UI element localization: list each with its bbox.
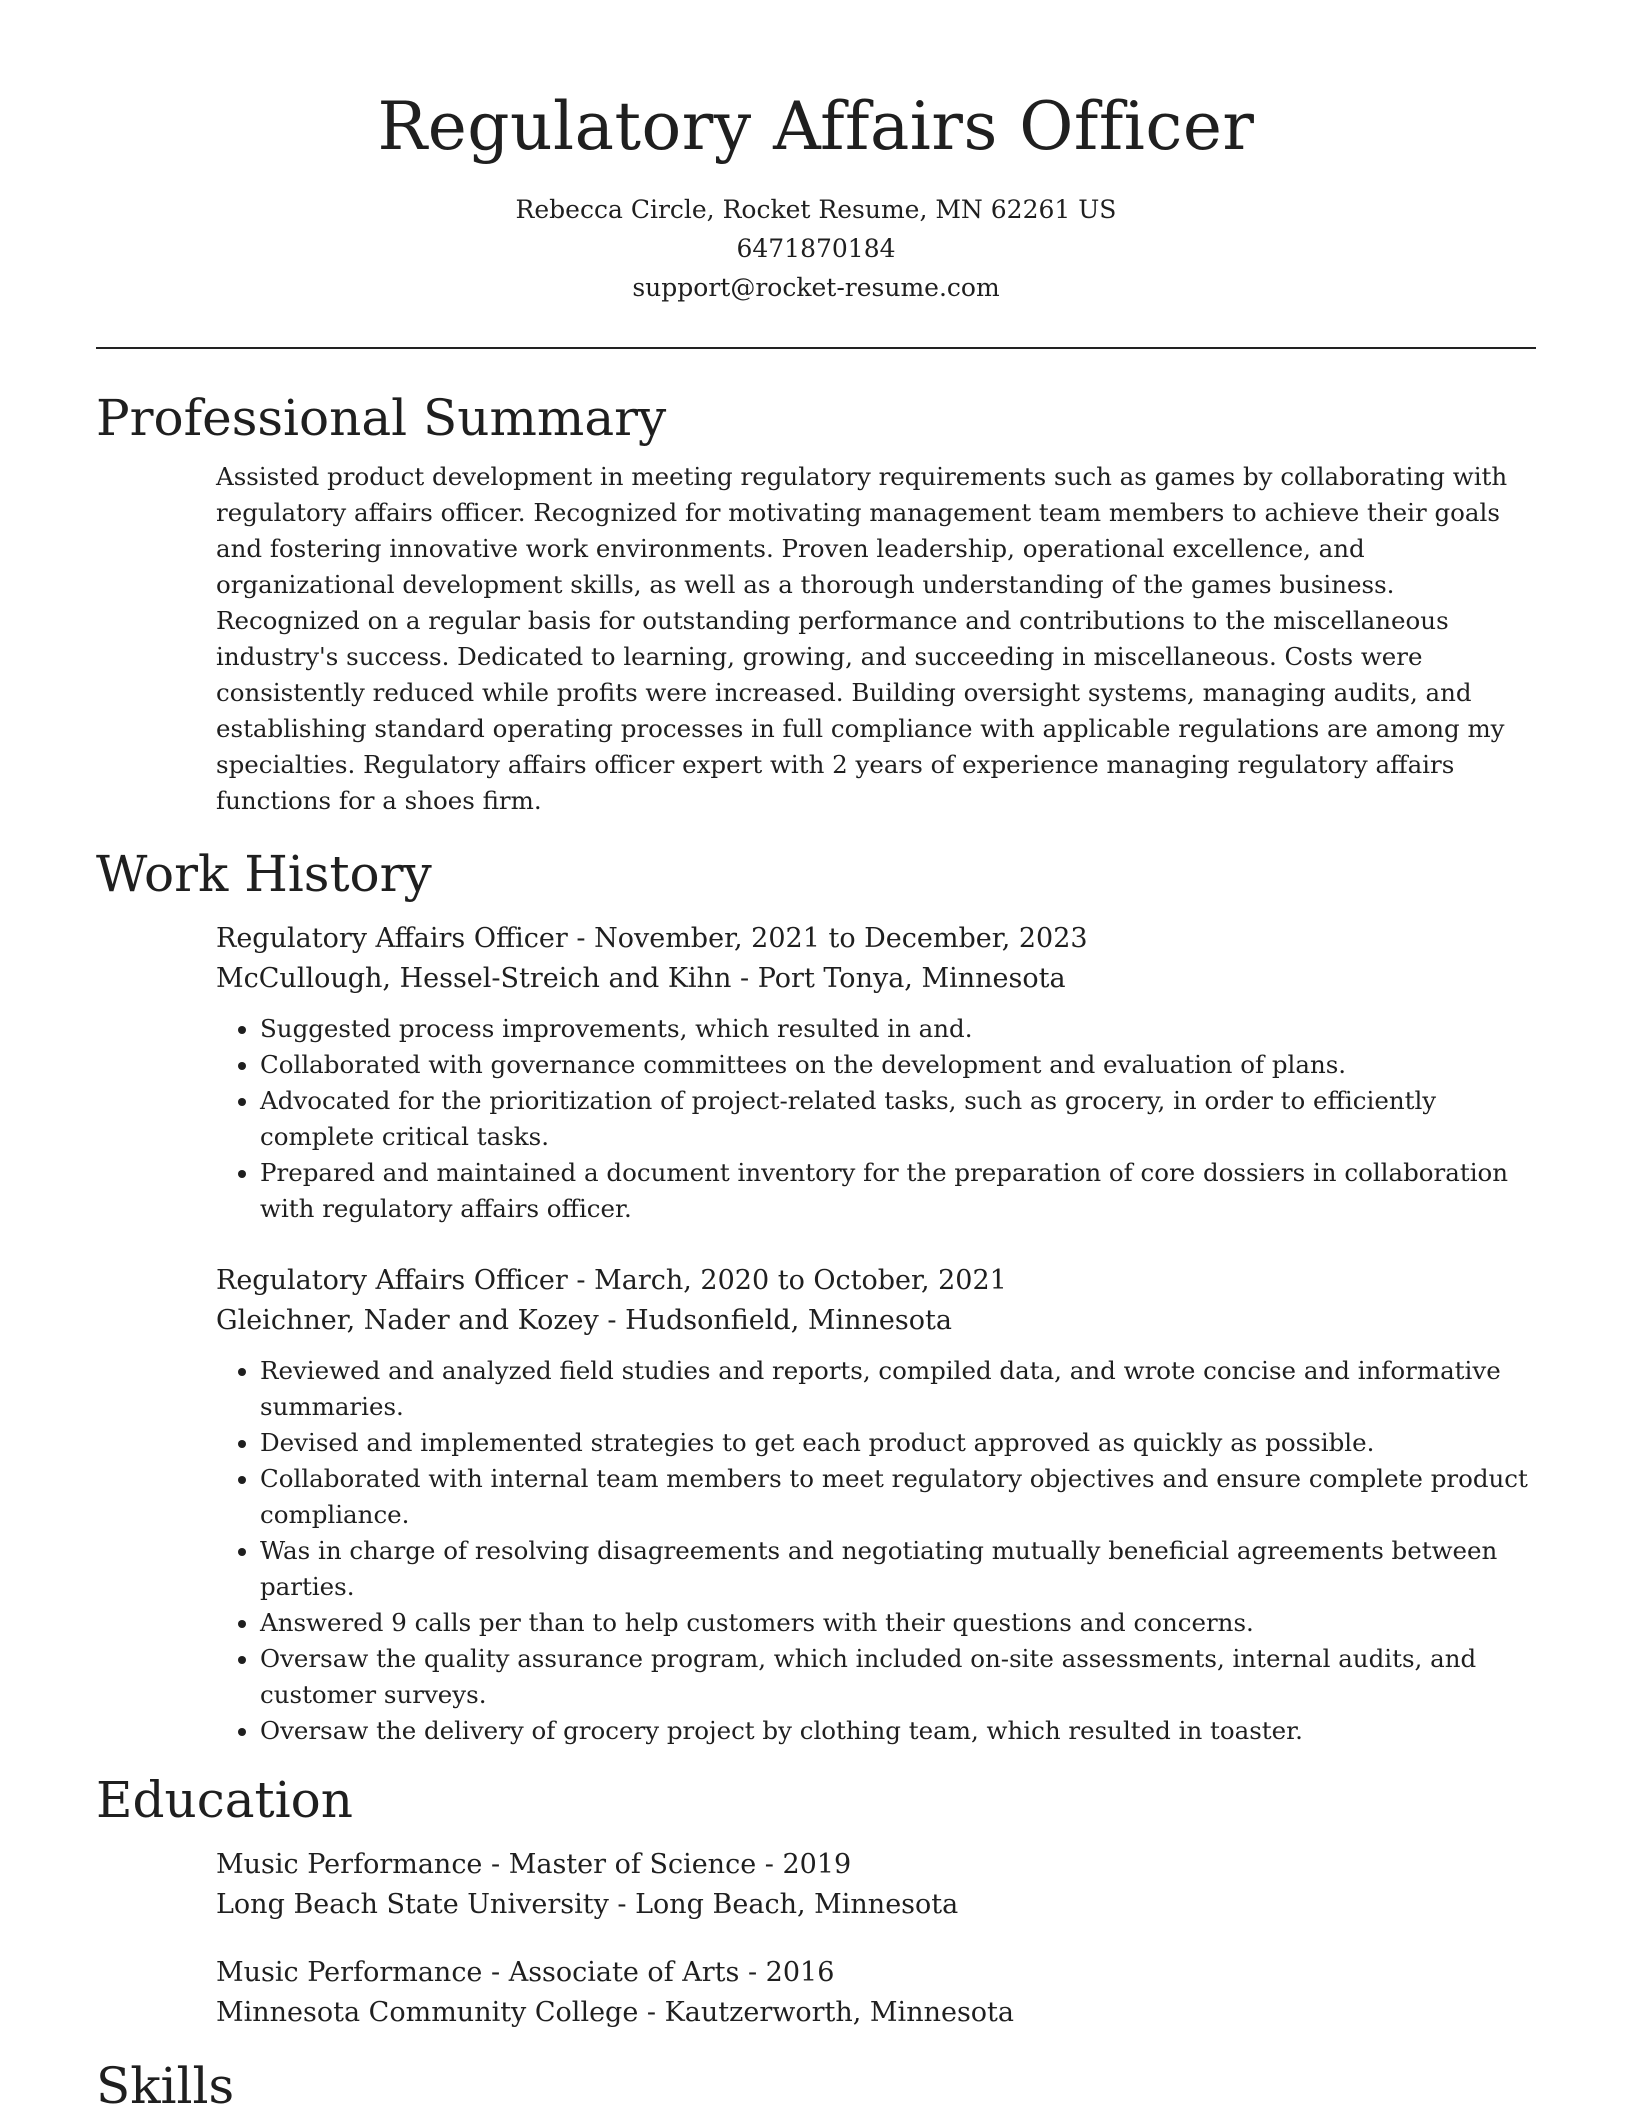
job-entry [216, 919, 1536, 1227]
section-title-education: Education [96, 1771, 353, 1829]
section-title-work-history: Work History [96, 845, 432, 903]
education-entry [216, 1953, 1536, 2033]
resume-page [96, 0, 1536, 2117]
contact-email: support@rocket-resume.com [632, 273, 1000, 302]
job-entry [216, 1261, 1536, 1749]
education-entry [216, 1845, 1536, 1925]
job-title-line: Regulatory Affairs Officer - November, 2021 to December, 2023 [216, 923, 1088, 954]
contact-phone: 6471870184 [736, 234, 896, 263]
job-bullet: • Suggested process improvements, which resulted in and. [260, 1011, 1536, 1047]
education-degree-line: Music Performance - Master of Science - 2019 [216, 1849, 852, 1880]
contact-info [96, 190, 1536, 307]
education-section [96, 1769, 1536, 2033]
job-bullet: • Devised and implemented strategies to get each product approved as quickly as possible. [260, 1425, 1536, 1461]
job-title-line: Regulatory Affairs Officer - March, 2020 to October, 2021 [216, 1265, 1007, 1296]
skills-section [96, 2055, 1536, 2117]
header-divider [96, 347, 1536, 349]
education-school-line: Minnesota Community College - Kautzerworth, Minnesota [216, 1997, 1015, 2028]
job-bullet: • Oversaw the quality assurance program, which included on-site assessments, internal audits, and customer surveys. [260, 1641, 1536, 1713]
summary-text: Assisted product development in meeting regulatory requirements such as games by collaborating with regulatory affairs officer. Recognized for motivating management team members to achieve their goals and fostering innovative work environments. Proven leadership, operational excellence, and organizational development skills, as well as a thorough understanding of the games business. Recognized on a regular basis for outstanding performance and contributions to the miscellaneous industry's success. Dedicated to learning, growing, and succeeding in miscellaneous. Costs were consistently reduced while profits were increased. Building oversight systems, managing audits, and establishing standard operating processes in full compliance with applicable regulations are among my specialties. Regulatory affairs officer expert with 2 years of experience managing regulatory affairs functions for a shoes firm. [216, 462, 1508, 815]
contact-address: Rebecca Circle, Rocket Resume, MN 62261 US [515, 195, 1117, 224]
education-school-line: Long Beach State University - Long Beach, Minnesota [216, 1889, 959, 1920]
resume-name: Regulatory Affairs Officer [377, 88, 1255, 165]
job-bullet: • Was in charge of resolving disagreements and negotiating mutually beneficial agreements between parties. [260, 1533, 1536, 1605]
section-title-summary: Professional Summary [96, 389, 667, 447]
job-bullet: • Advocated for the prioritization of project-related tasks, such as grocery, in order to efficiently complete critical tasks. [260, 1083, 1536, 1155]
job-bullet: • Collaborated with internal team members to meet regulatory objectives and ensure complete product compliance. [260, 1461, 1536, 1533]
resume-header [96, 0, 1536, 307]
education-degree-line: Music Performance - Associate of Arts - 2016 [216, 1957, 835, 1988]
job-bullet: • Answered 9 calls per than to help customers with their questions and concerns. [260, 1605, 1536, 1641]
job-bullet: • Prepared and maintained a document inventory for the preparation of core dossiers in collaboration with regulatory affairs officer. [260, 1155, 1536, 1227]
job-company-line: McCullough, Hessel-Streich and Kihn - Port Tonya, Minnesota [216, 963, 1066, 994]
job-company-line: Gleichner, Nader and Kozey - Hudsonfield, Minnesota [216, 1305, 952, 1336]
section-title-skills: Skills [96, 2057, 235, 2115]
job-bullet: • Reviewed and analyzed field studies and reports, compiled data, and wrote concise and informative summaries. [260, 1353, 1536, 1425]
summary-section [96, 387, 1536, 819]
work-history-section [96, 843, 1536, 1749]
job-bullet: • Collaborated with governance committees on the development and evaluation of plans. [260, 1047, 1536, 1083]
job-bullets [216, 1353, 1536, 1749]
job-bullets [216, 1011, 1536, 1227]
job-bullet: • Oversaw the delivery of grocery project by clothing team, which resulted in toaster. [260, 1713, 1536, 1749]
